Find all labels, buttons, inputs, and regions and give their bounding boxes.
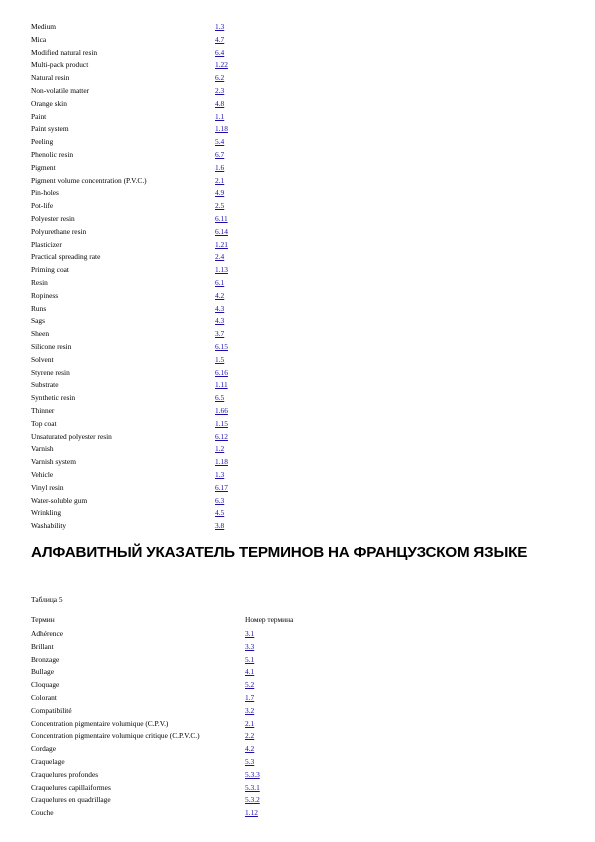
term-number-link[interactable]: 5.3.1 [245,782,260,792]
term-text: Phenolic resin [31,150,74,159]
term-text: Vinyl resin [31,482,64,492]
term-number-link[interactable]: 2.1 [215,175,225,185]
term-text: Sags [31,316,45,326]
term-text: Medium [31,22,57,31]
term-number-link[interactable]: 6.11 [215,214,228,223]
term-text: Solvent [31,354,54,364]
term-text: Non-volatile matter [31,86,90,95]
term-text: Ropiness [31,290,59,300]
term-number-link[interactable]: 1.18 [215,457,228,467]
term-number-link[interactable]: 4.2 [215,290,225,300]
term-text: Natural resin [31,73,70,83]
term-text: Unsaturated polyester resin [31,431,112,441]
term-text: Paint [31,111,47,121]
term-text: Pigment volume concentration (P.V.C.) [31,175,147,185]
term-number-link[interactable]: 4.3 [215,316,225,326]
term-number-link[interactable]: 1.3 [215,470,225,479]
term-number-link[interactable]: 3.1 [245,629,255,638]
term-text: Colorant [31,693,57,702]
term-number-link[interactable]: 1.6 [215,162,225,172]
term-number-link[interactable]: 2.3 [215,86,225,95]
term-number-link[interactable]: 4.7 [215,34,225,44]
term-number-link[interactable]: 6.17 [215,482,228,492]
term-text: Brillant [31,641,54,651]
term-number-link[interactable]: 6.14 [215,226,228,236]
term-text: Craquelures profondes [31,769,99,779]
term-number-link[interactable]: 4.3 [215,303,225,313]
term-number-link[interactable]: 6.7 [215,150,225,159]
term-number-link[interactable]: 1.22 [215,60,228,70]
term-number-link[interactable]: 1.7 [245,693,255,702]
term-number-link[interactable]: 1.5 [215,354,225,364]
term-text: Craquelage [31,757,65,766]
term-text: Water-soluble gum [31,495,88,505]
term-text: Concentration pigmentaire volumique (C.P.V.) [31,718,169,728]
term-text: Resin [31,278,48,287]
term-text: Synthetic resin [31,393,76,403]
term-number-link[interactable]: 2.4 [215,252,225,262]
term-number-link[interactable]: 5.1 [245,654,255,664]
term-number-link[interactable]: 6.5 [215,393,225,403]
term-text: Runs [31,303,47,313]
term-number-link[interactable]: 1.12 [245,808,258,818]
term-number-link[interactable]: 1.13 [215,265,228,275]
term-number-link[interactable]: 6.3 [215,495,225,505]
term-number-link[interactable]: 4.1 [245,667,255,677]
term-text: Vehicle [31,470,54,479]
term-text: Polyurethane resin [31,226,87,236]
term-text: Peeling [31,137,54,147]
term-text: Bullage [31,667,54,677]
term-number-link[interactable]: 6.2 [215,73,225,83]
term-number-link[interactable]: 2.1 [245,718,255,728]
term-number-link[interactable]: 4.5 [215,508,225,518]
term-number-link[interactable]: 6.16 [215,367,228,377]
term-text: Varnish [31,444,54,454]
term-number-link[interactable]: 2.5 [215,201,225,211]
term-text: Washability [31,521,67,531]
term-text: Practical spreading rate [31,252,101,262]
term-text: Adhérence [31,629,64,638]
column-header-term: Термин [31,615,55,624]
term-text: Cloquage [31,680,60,690]
term-number-link[interactable]: 3.8 [215,521,225,531]
term-number-link[interactable]: 5.3.2 [245,795,260,805]
term-text: Pot-life [31,201,54,211]
term-number-link[interactable]: 1.21 [215,239,228,249]
term-number-link[interactable]: 1.66 [215,406,228,415]
term-text: Pigment [31,162,56,172]
term-text: Varnish system [31,457,76,467]
term-text: Silicone resin [31,342,72,351]
term-number-link[interactable]: 5.2 [245,680,255,690]
term-number-link[interactable]: 5.3 [245,757,255,766]
table-caption: Таблица 5 [31,595,63,604]
term-number-link[interactable]: 5.4 [215,137,225,147]
term-text: Modified natural resin [31,47,98,57]
term-text: Plasticizer [31,239,62,249]
term-text: Couche [31,808,54,818]
term-number-link[interactable]: 6.15 [215,342,228,351]
term-number-link[interactable]: 5.3.3 [245,769,260,779]
term-text: Top coat [31,418,57,428]
term-text: Paint system [31,124,69,134]
term-number-link[interactable]: 4.9 [215,188,225,198]
term-text: Substrate [31,380,59,390]
term-text: Polyester resin [31,214,75,223]
term-text: Craquelures en quadrillage [31,795,111,805]
term-number-link[interactable]: 3.3 [245,641,255,651]
term-text: Wrinkling [31,508,62,518]
term-text: Multi-pack product [31,60,89,70]
term-number-link[interactable]: 3.7 [215,329,225,339]
term-number-link[interactable]: 1.11 [215,380,228,390]
term-text: Bronzage [31,654,60,664]
term-number-link[interactable]: 4.2 [245,744,255,754]
term-number-link[interactable]: 3.2 [245,705,255,715]
term-number-link[interactable]: 1.3 [215,22,225,31]
term-text: Pin-holes [31,188,59,198]
term-number-link[interactable]: 1.2 [215,444,225,454]
term-number-link[interactable]: 6.12 [215,431,228,441]
term-number-link[interactable]: 1.15 [215,418,228,428]
term-text: Orange skin [31,98,67,108]
term-number-link[interactable]: 1.18 [215,124,228,134]
term-text: Thinner [31,406,55,415]
term-number-link[interactable]: 1.1 [215,111,225,121]
term-text: Cordage [31,744,57,754]
term-text: Craquelures capillaiformes [31,782,111,792]
term-number-link[interactable]: 2.2 [245,731,255,741]
term-text: Compatibilité [31,705,72,715]
term-text: Priming coat [31,265,69,275]
term-text: Concentration pigmentaire volumique critique (C.P.V.C.) [31,731,200,741]
term-text: Styrene resin [31,367,70,377]
term-number-link[interactable]: 6.1 [215,278,225,287]
column-header-number: Номер термина [245,615,294,624]
term-text: Mica [31,34,47,44]
term-number-link[interactable]: 4.8 [215,98,225,108]
section-heading: АЛФАВИТНЫЙ УКАЗАТЕЛЬ ТЕРМИНОВ НА ФРАНЦУЗСКОМ ЯЗЫКЕ [31,544,528,561]
term-text: Sheen [31,329,50,339]
term-number-link[interactable]: 6.4 [215,47,225,57]
